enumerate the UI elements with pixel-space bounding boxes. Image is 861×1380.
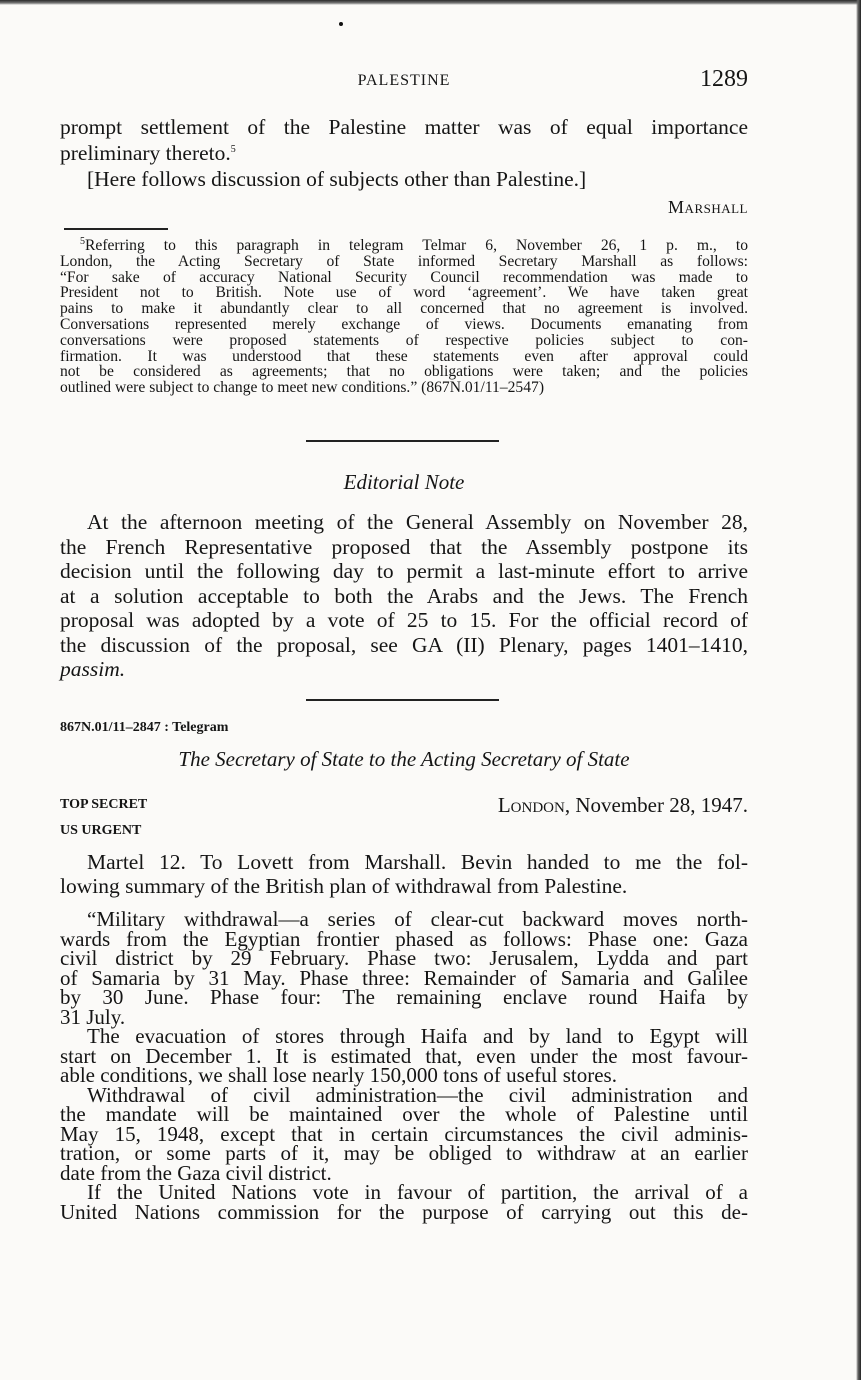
text-line: the mandate will be maintained over the whole of Palestine until: [60, 1102, 748, 1126]
text-line: wards from the Egyptian frontier phased as follows: Phase one: Gaza: [60, 926, 748, 951]
text-line: by 30 June. Phase four: The remaining enclave round Haifa by: [60, 985, 748, 1009]
text-line: Martel 12. To Lovett from Marshall. Bevin handed to me the fol-: [87, 850, 748, 874]
priority: US URGENT: [60, 823, 142, 838]
footnote-line: Conversations represented merely exchange of views. Documents emanating from: [60, 315, 748, 333]
text-line: the discussion of the proposal, see GA (II) Plenary, pages 1401–1410,: [60, 632, 748, 657]
scan-speck: [339, 22, 343, 26]
footnote: [60, 235, 748, 397]
running-head: PALESTINE: [357, 72, 451, 89]
text-line: proposal was adopted by a vote of 25 to 15. For the official record of: [60, 608, 748, 632]
text-line: the French Representative proposed that the Assembly postpone its: [60, 534, 748, 559]
text-line: date from the Gaza civil district.: [60, 1160, 332, 1185]
text-line: “Military withdrawal—a series of clear-cut backward moves north-: [87, 907, 748, 931]
footnote-line: $^5$Referring to this paragraph in telegram Telmar 6, November 26, 1 p. m., to: [80, 235, 748, 254]
text-line: At the afternoon meeting of the General Assembly on November 28,: [87, 510, 748, 534]
document-title: The Secretary of State to the Acting Secretary of State: [178, 747, 630, 771]
text-line: start on December 1. It is estimated that, even under the most favour-: [60, 1043, 748, 1068]
text-line: at a solution acceptable to both the Arabs and the Jews. The French: [60, 583, 748, 608]
text-line: 31 July.: [60, 1004, 126, 1029]
page-top-edge-shadow: [0, 0, 861, 5]
editorial-note-title: Editorial Note: [343, 470, 465, 494]
editorial-note-body: [60, 510, 748, 682]
dateline-date: , November 28, 1947.: [564, 793, 748, 817]
footnote-line: pains to make it abundantly clear to all concerned that no agreement is involved.: [60, 300, 748, 318]
text-line: of Samaria by 31 May. Phase three: Remainder of Samaria and Galilee: [60, 965, 748, 990]
footnote-line: London, the Acting Secretary of State informed Secretary Marshall as follows:: [60, 252, 748, 270]
footnote-line: not be considered as agreements; that no obligations were taken; and the policies: [60, 363, 748, 381]
telegram-intro: [60, 850, 748, 898]
bracket-note: [Here follows discussion of subjects other than Palestine.]: [87, 167, 587, 191]
text-line: decision until the following day to permit a last-minute effort to arrive: [60, 559, 748, 583]
text-line: prompt settlement of the Palestine matter was of equal importance: [60, 115, 748, 139]
footnote-rule: [64, 228, 168, 230]
dateline: [498, 793, 748, 818]
text-line: The evacuation of stores through Haifa and by land to Egypt will: [87, 1024, 748, 1048]
page-header: [60, 66, 748, 96]
text-line: May 15, 1948, except that in certain circumstances the civil adminis-: [60, 1121, 748, 1146]
text-line: United Nations commission for the purpose of carrying out this de-: [60, 1199, 748, 1224]
text-line: passim.: [60, 657, 126, 681]
footnote-line: outlined were subject to change to meet new conditions.” (867N.01/11–2547): [60, 379, 545, 397]
footnote-line: firmation. It was understood that these statements even after approval could: [60, 347, 748, 365]
classification: TOP SECRET: [60, 797, 148, 812]
page-number: 1289: [700, 66, 748, 92]
footnote-line: “For sake of accuracy National Security Council recommendation was made to: [60, 268, 748, 286]
text-line: civil district by 29 February. Phase two: Jerusalem, Lydda and part: [60, 946, 748, 970]
text-line: tration, or some parts of it, may be obliged to withdraw at an earlier: [60, 1141, 748, 1165]
page-right-edge-shadow: [856, 0, 861, 1380]
signature: Marshall: [668, 197, 748, 217]
text-line: preliminary thereto.$^5$: [60, 141, 236, 165]
section-divider: [306, 440, 499, 442]
text-line: lowing summary of the British plan of withdrawal from Palestine.: [60, 874, 628, 898]
telegram-quote: [60, 907, 748, 1224]
footnote-marker: 5: [80, 235, 85, 247]
text-line: If the United Nations vote in favour of partition, the arrival of a: [87, 1180, 748, 1204]
text-line: able conditions, we shall lose nearly 150,000 tons of useful stores.: [60, 1063, 617, 1087]
footnote-ref: 5: [230, 143, 236, 155]
footnote-line: conversations were proposed statements of respective policies subject to con-: [60, 331, 748, 349]
text-line: Withdrawal of civil administration—the civil administration and: [87, 1082, 748, 1107]
document-reference: 867N.01/11–2847 : Telegram: [60, 720, 229, 735]
section-divider: [306, 699, 499, 701]
dateline-place: London: [497, 793, 565, 817]
footnote-line: President not to British. Note use of word ‘agreement’. We have taken great: [60, 284, 748, 302]
continuation-text: [60, 114, 748, 220]
